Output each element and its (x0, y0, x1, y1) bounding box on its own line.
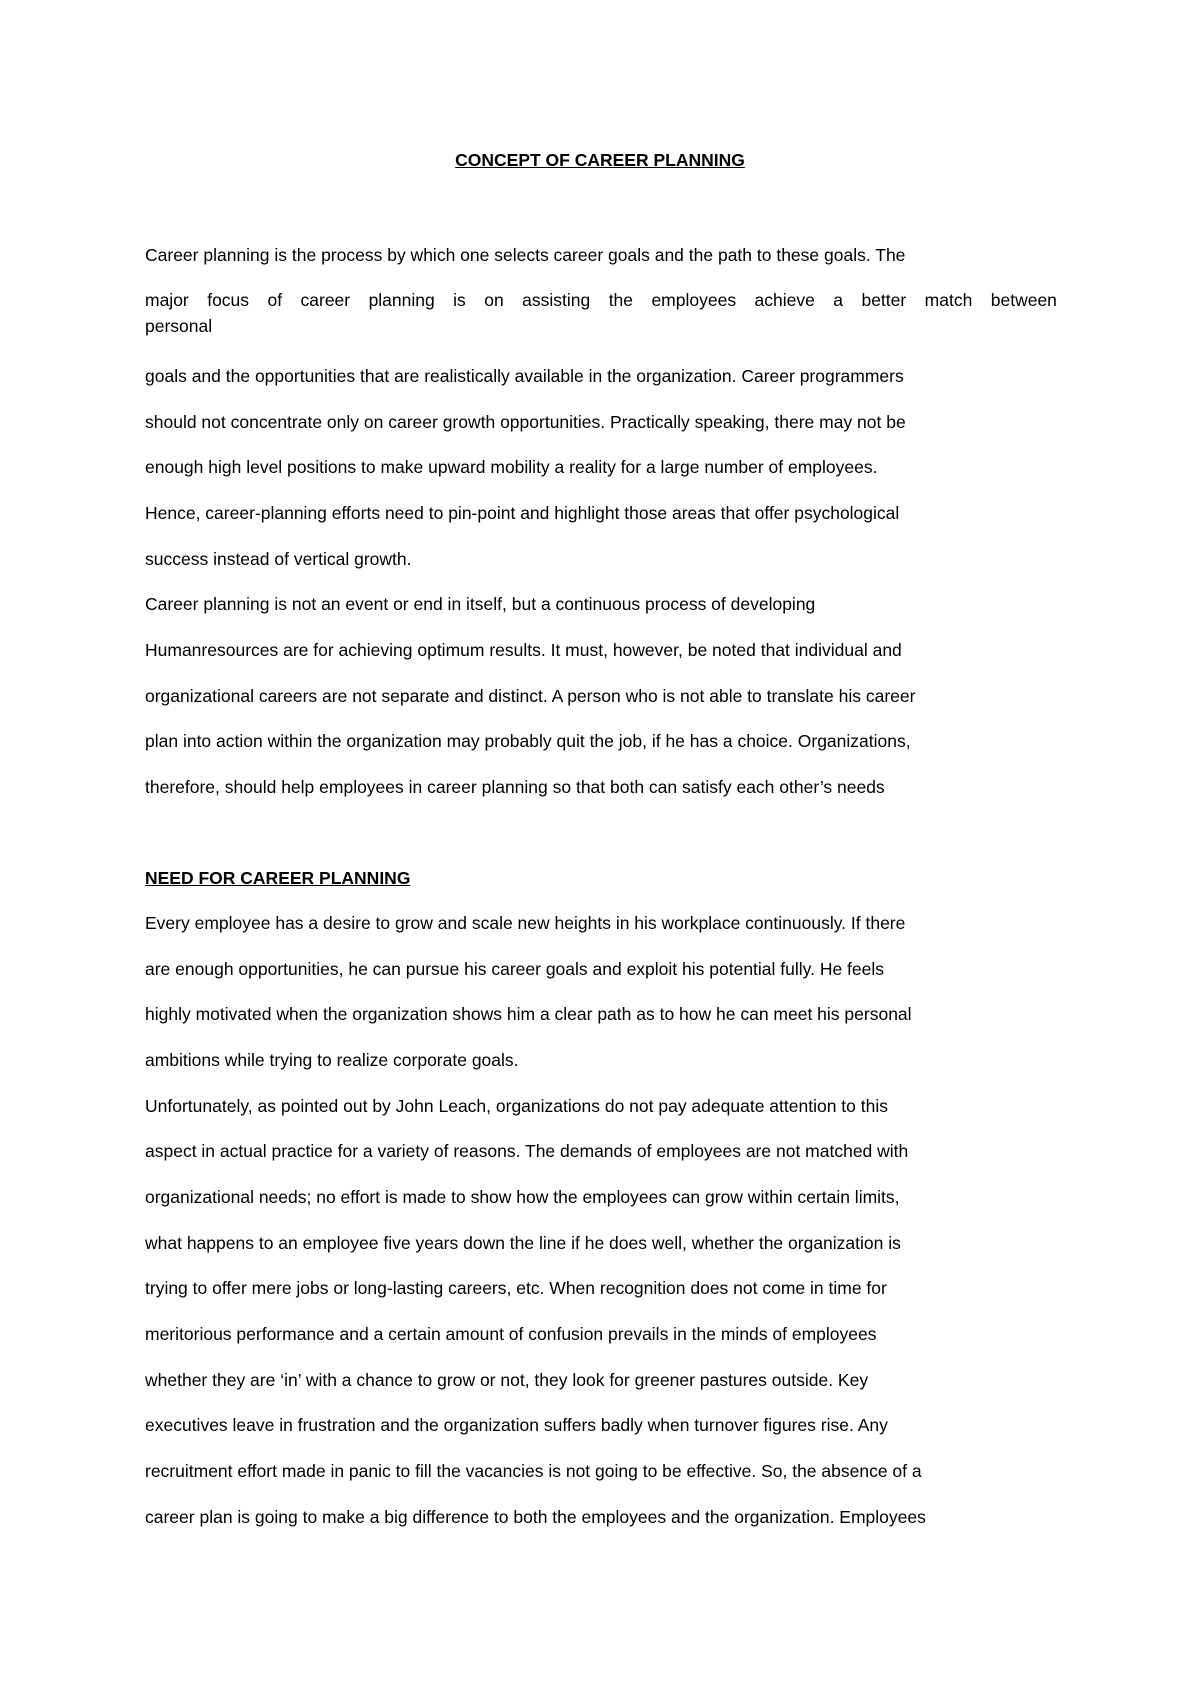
page-title: CONCEPT OF CAREER PLANNING (455, 150, 745, 170)
paragraph-line: Humanresources are for achieving optimum results. It must, however, be noted that individual and (145, 640, 902, 660)
paragraph-line-justified (145, 288, 1057, 312)
paragraph-line: ambitions while trying to realize corporate goals. (145, 1050, 519, 1070)
justified-word: on (484, 290, 504, 310)
justified-word: of (267, 290, 283, 310)
justified-word: is (453, 290, 466, 310)
paragraph-line: should not concentrate only on career growth opportunities. Practically speaking, there may not be (145, 412, 906, 432)
paragraph-line: success instead of vertical growth. (145, 549, 412, 569)
justified-word: assisting (522, 290, 591, 310)
paragraph-line: highly motivated when the organization shows him a clear path as to how he can meet his personal (145, 1004, 912, 1024)
paragraph-line: enough high level positions to make upward mobility a reality for a large number of employees. (145, 457, 878, 477)
section-heading: NEED FOR CAREER PLANNING (145, 868, 411, 888)
justified-word: a (833, 290, 844, 310)
justified-word: planning (368, 290, 435, 310)
justified-word: the (608, 290, 634, 310)
paragraph-line: recruitment effort made in panic to fill the vacancies is not going to be effective. So, the absence of a (145, 1461, 922, 1481)
paragraph-line: Every employee has a desire to grow and scale new heights in his workplace continuously. If there (145, 913, 906, 933)
paragraph-line: organizational careers are not separate and distinct. A person who is not able to translate his career (145, 686, 916, 706)
justified-word: between (990, 290, 1057, 310)
justified-word: match (924, 290, 973, 310)
paragraph-line: are enough opportunities, he can pursue his career goals and exploit his potential fully. He feels (145, 959, 885, 979)
paragraph-line: meritorious performance and a certain amount of confusion prevails in the minds of employees (145, 1324, 877, 1344)
paragraph-line: career plan is going to make a big difference to both the employees and the organization. Employees (145, 1507, 926, 1527)
paragraph-line: trying to offer mere jobs or long-lasting careers, etc. When recognition does not come in time for (145, 1278, 887, 1298)
paragraph-line: Career planning is not an event or end in itself, but a continuous process of developing (145, 594, 816, 614)
paragraph-line: aspect in actual practice for a variety of reasons. The demands of employees are not matched with (145, 1141, 909, 1161)
justified-word: better (861, 290, 907, 310)
paragraph-line: what happens to an employee five years down the line if he does well, whether the organization is (145, 1233, 901, 1253)
paragraph-line: organizational needs; no effort is made to show how the employees can grow within certain limits, (145, 1187, 900, 1207)
justified-word: achieve (754, 290, 815, 310)
paragraph-line: executives leave in frustration and the organization suffers badly when turnover figures rise. Any (145, 1415, 888, 1435)
justified-word: focus (207, 290, 250, 310)
justified-word: major (145, 290, 189, 310)
paragraph-line: therefore, should help employees in career planning so that both can satisfy each other’s needs (145, 777, 885, 797)
paragraph-line: personal (145, 316, 213, 336)
paragraph-line: plan into action within the organization may probably quit the job, if he has a choice. Organizations, (145, 731, 911, 751)
paragraph-line: whether they are ‘in’ with a chance to grow or not, they look for greener pastures outside. Key (145, 1370, 869, 1390)
justified-word: employees (651, 290, 737, 310)
paragraph-line: Hence, career-planning efforts need to pin-point and highlight those areas that offer psychological (145, 503, 900, 523)
paragraph-line: goals and the opportunities that are realistically available in the organization. Career programmers (145, 366, 904, 386)
paragraph-line: Unfortunately, as pointed out by John Leach, organizations do not pay adequate attention to this (145, 1096, 888, 1116)
paragraph-line: Career planning is the process by which one selects career goals and the path to these goals. The (145, 245, 906, 265)
justified-word: career (300, 290, 351, 310)
